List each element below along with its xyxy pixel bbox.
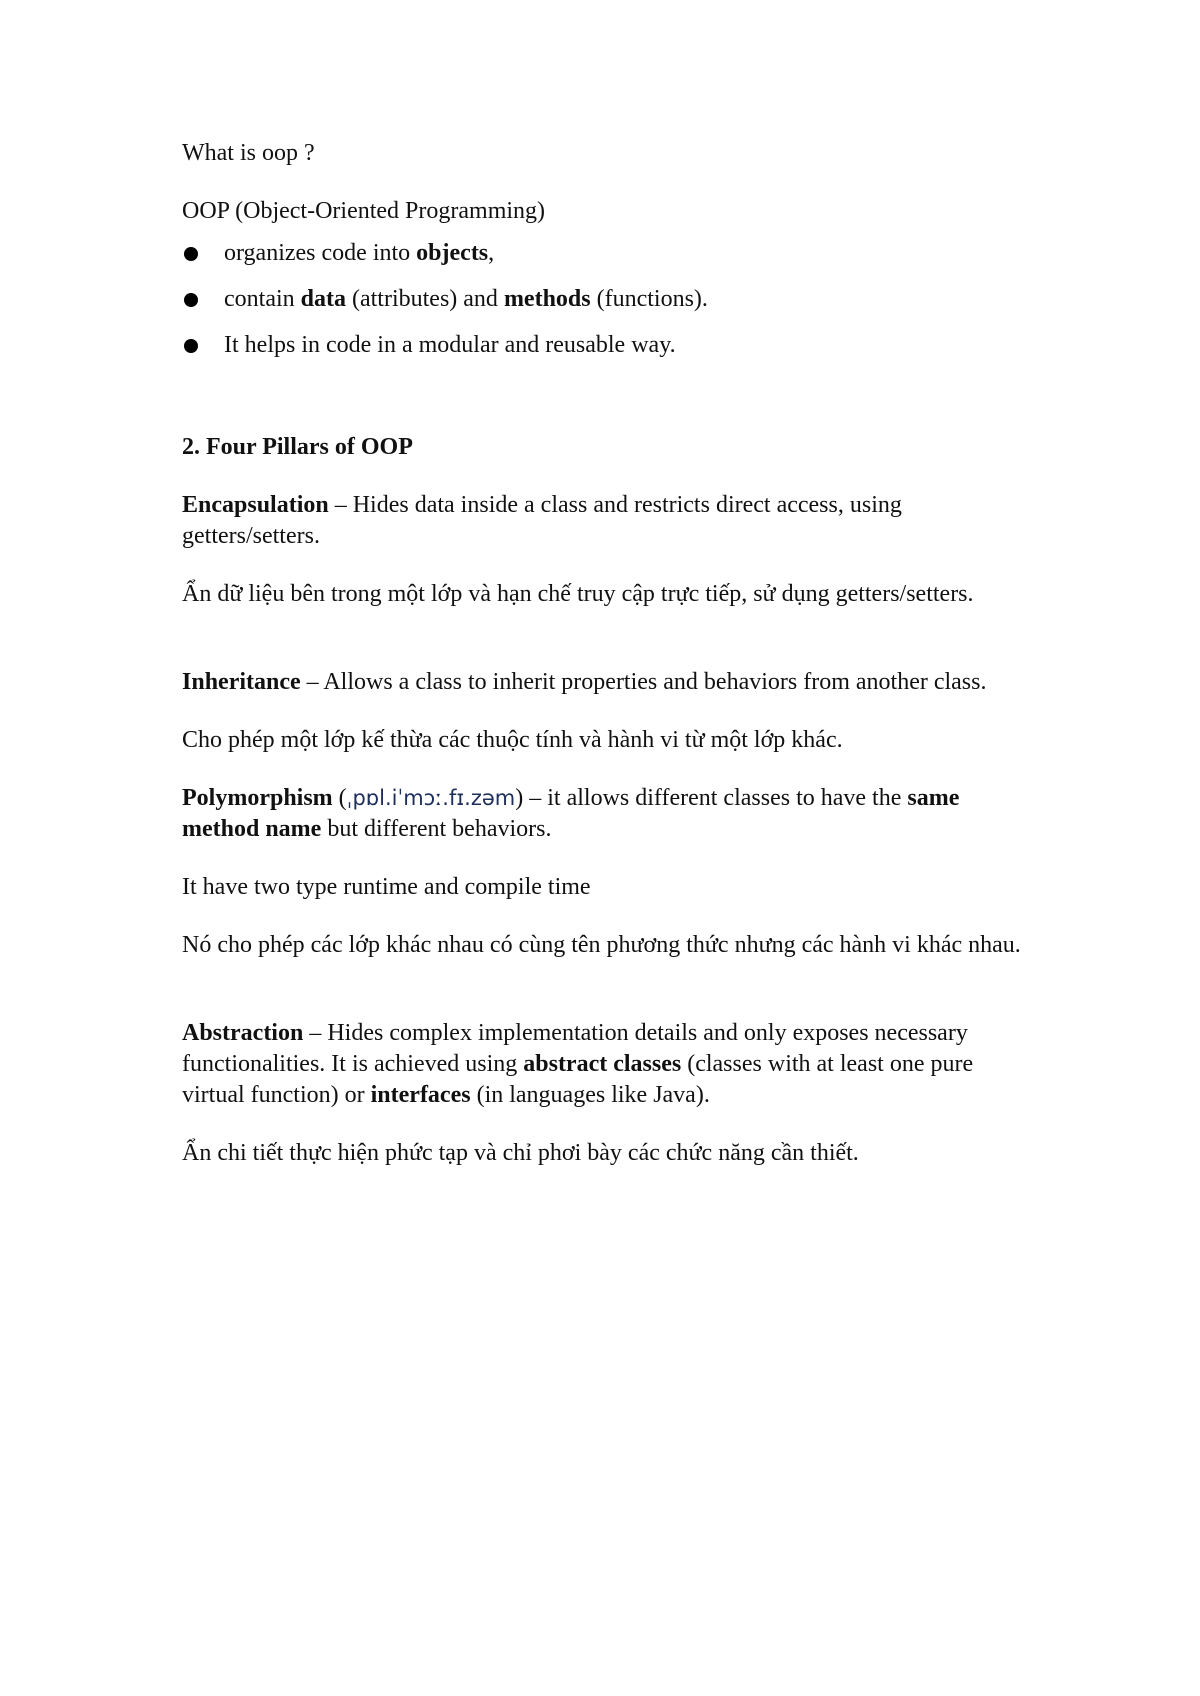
list-item: It helps in code in a modular and reusable way. [182, 330, 1022, 361]
abstraction-term: Abstraction [182, 1020, 304, 1046]
encapsulation-translation: Ẩn dữ liệu bên trong một lớp và hạn chế truy cập trực tiếp, sử dụng getters/setters. [182, 581, 974, 607]
encapsulation-term: Encapsulation [182, 492, 329, 518]
bullet-dot-icon [184, 339, 198, 353]
abstraction-definition: Abstraction – Hides complex implementation details and only exposes necessary functionalities. It is achieved using abstract classes (classes with at least one pure virtual function) or interfaces (in languages like Java). [182, 1020, 974, 1108]
list-item: contain data (attributes) and methods (functions). [182, 284, 1022, 315]
polymorphism-translation: Nó cho phép các lớp khác nhau có cùng tên phương thức nhưng các hành vi khác nhau. [182, 932, 1021, 958]
polymorphism-types: It have two type runtime and compile time [182, 874, 591, 900]
inheritance-term: Inheritance [182, 669, 301, 695]
pillars-heading: 2. Four Pillars of OOP [182, 434, 413, 460]
inheritance-definition: Inheritance – Allows a class to inherit properties and behaviors from another class. [182, 669, 987, 695]
document-title: What is oop ? [182, 140, 315, 166]
document-body [182, 138, 1022, 1196]
polymorphism-term: Polymorphism [182, 785, 333, 811]
abstraction-translation: Ẩn chi tiết thực hiện phức tạp và chỉ phơi bày các chức năng cần thiết. [182, 1140, 859, 1166]
polymorphism-definition: Polymorphism (ˌpɒl.iˈmɔː.fɪ.zəm) – it allows different classes to have the same method name but different behaviors. [182, 785, 960, 842]
oop-bullet-list [182, 238, 1022, 361]
polymorphism-pronunciation: ˌpɒl.iˈmɔː.fɪ.zəm [346, 786, 516, 810]
list-item: organizes code into objects, [182, 238, 1022, 269]
bullet-dot-icon [184, 293, 198, 307]
encapsulation-definition: Encapsulation – Hides data inside a class and restricts direct access, using getters/setters. [182, 492, 902, 549]
bullet-dot-icon [184, 247, 198, 261]
inheritance-translation: Cho phép một lớp kế thừa các thuộc tính và hành vi từ một lớp khác. [182, 727, 843, 753]
oop-intro: OOP (Object-Oriented Programming) [182, 198, 546, 224]
